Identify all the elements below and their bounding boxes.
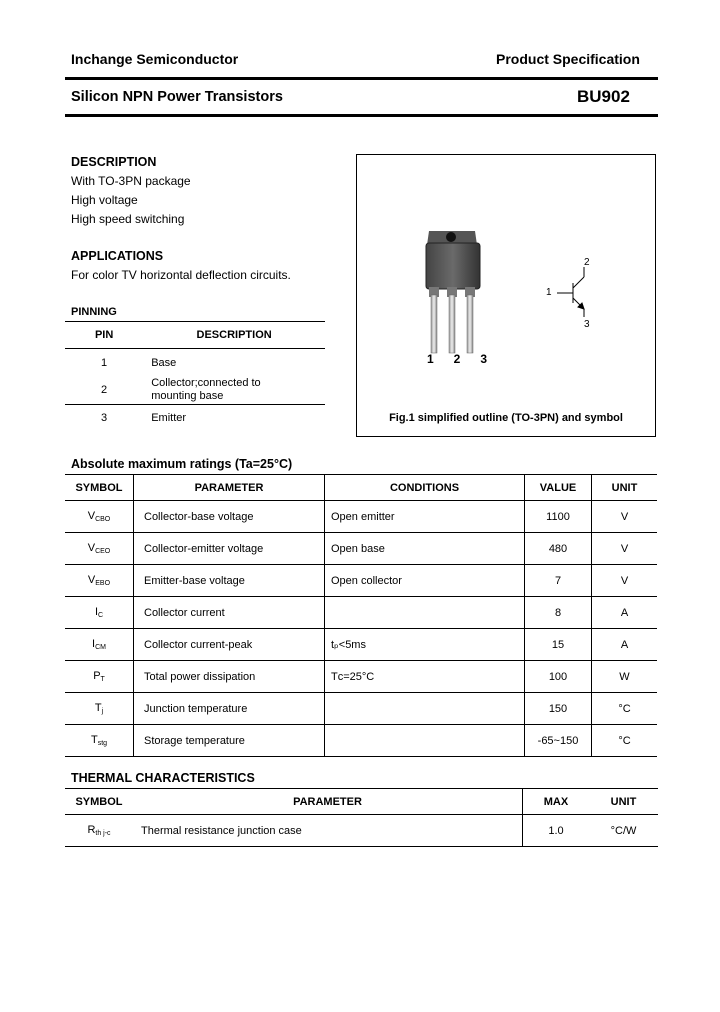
pin-header: PIN bbox=[65, 322, 143, 349]
pinning-title: PINNING bbox=[71, 306, 117, 318]
rating-unit: V bbox=[592, 501, 658, 533]
symbol-letter: I bbox=[94, 606, 98, 618]
rating-symbol bbox=[65, 661, 134, 693]
symbol-letter: V bbox=[87, 542, 96, 554]
applications-title: APPLICATIONS bbox=[71, 249, 164, 263]
rating-conditions: Open collector bbox=[325, 565, 525, 597]
table-row bbox=[65, 533, 657, 565]
symbol-base-label: 1 bbox=[546, 287, 552, 298]
rating-value: 100 bbox=[525, 661, 592, 693]
rating-unit: V bbox=[592, 533, 658, 565]
thermal-unit: °C/W bbox=[610, 824, 637, 837]
pin-number: 1 bbox=[101, 356, 108, 369]
rating-conditions bbox=[325, 597, 525, 629]
table-row bbox=[65, 661, 657, 693]
rating-value: 150 bbox=[525, 693, 592, 725]
header-rule-bottom bbox=[65, 114, 658, 117]
rating-parameter: Collector current-peak bbox=[134, 629, 325, 661]
company-name: Inchange Semiconductor bbox=[71, 51, 239, 67]
table-row bbox=[65, 405, 325, 432]
rating-unit: V bbox=[592, 565, 658, 597]
table-row bbox=[65, 377, 325, 405]
symbol-subscript: C bbox=[98, 612, 104, 619]
package-pin-label: 3 bbox=[480, 352, 487, 366]
rating-conditions: Open emitter bbox=[325, 501, 525, 533]
thermal-unit-header: UNIT bbox=[610, 795, 637, 808]
part-number: BU902 bbox=[577, 87, 630, 106]
rating-conditions: tₚ<5ms bbox=[325, 629, 525, 661]
doc-type: Product Specification bbox=[496, 51, 640, 67]
pin-description: Emitter bbox=[151, 412, 187, 425]
symbol-subscript: EBO bbox=[95, 580, 111, 587]
pin-description bbox=[143, 377, 325, 405]
rating-unit: °C bbox=[592, 725, 658, 757]
symbol-letter: R bbox=[87, 824, 96, 836]
thermal-symbol-header: SYMBOL bbox=[75, 795, 123, 808]
symbol-letter: T bbox=[90, 734, 98, 746]
description-title: DESCRIPTION bbox=[71, 155, 157, 169]
symbol-letter: I bbox=[92, 638, 96, 650]
rating-parameter: Collector-base voltage bbox=[134, 501, 325, 533]
pin-description: Base bbox=[151, 356, 177, 369]
package-pin-labels bbox=[427, 352, 487, 366]
conditions-header: CONDITIONS bbox=[325, 475, 525, 501]
rating-value: -65~150 bbox=[525, 725, 592, 757]
symbol-letter: P bbox=[93, 670, 101, 682]
pinning-table bbox=[65, 321, 325, 432]
symbol-letter: V bbox=[87, 574, 96, 586]
npn-transistor-symbol bbox=[557, 267, 584, 317]
rating-value: 480 bbox=[525, 533, 592, 565]
symbol-subscript: T bbox=[100, 676, 105, 683]
rating-symbol bbox=[65, 565, 134, 597]
table-row bbox=[65, 815, 658, 847]
table-row bbox=[65, 565, 657, 597]
value-header: VALUE bbox=[525, 475, 592, 501]
pin-description-text: Collector;connected to mounting base bbox=[151, 377, 261, 403]
symbol-subscript: CBO bbox=[95, 516, 111, 523]
header-rule-top bbox=[65, 77, 658, 80]
rating-value: 7 bbox=[525, 565, 592, 597]
symbol-header: SYMBOL bbox=[65, 475, 134, 501]
rating-parameter: Collector-emitter voltage bbox=[134, 533, 325, 565]
thermal-title: THERMAL CHARACTERISTICS bbox=[71, 771, 255, 785]
rating-symbol bbox=[65, 693, 134, 725]
symbol-collector-label: 2 bbox=[584, 257, 590, 268]
symbol-letter: V bbox=[87, 510, 96, 522]
package-outline-illustration bbox=[357, 155, 655, 436]
description-item: With TO-3PN package bbox=[71, 174, 191, 188]
rating-parameter: Junction temperature bbox=[134, 693, 325, 725]
pin-description-header: DESCRIPTION bbox=[143, 322, 325, 349]
symbol-subscript: j bbox=[101, 708, 104, 715]
table-row bbox=[65, 597, 657, 629]
abs-max-title: Absolute maximum ratings (Ta=25°C) bbox=[71, 457, 293, 471]
symbol-letter: T bbox=[94, 702, 102, 714]
rating-unit: W bbox=[592, 661, 658, 693]
rating-unit: °C bbox=[592, 693, 658, 725]
thermal-symbol bbox=[65, 815, 133, 847]
table-row bbox=[65, 629, 657, 661]
pin-number: 3 bbox=[101, 412, 108, 425]
rating-symbol bbox=[65, 533, 134, 565]
rating-conditions: Tᴄ=25°C bbox=[325, 661, 525, 693]
thermal-max-header: MAX bbox=[523, 789, 590, 815]
package-pin-label: 1 bbox=[427, 352, 434, 366]
symbol-subscript: CM bbox=[95, 644, 106, 651]
rating-symbol bbox=[65, 725, 134, 757]
rating-symbol bbox=[65, 501, 134, 533]
symbol-subscript: th j-c bbox=[95, 830, 111, 837]
thermal-max: 1.0 bbox=[523, 815, 590, 847]
pin-number: 2 bbox=[101, 384, 108, 397]
rating-unit: A bbox=[592, 629, 658, 661]
table-row bbox=[65, 693, 657, 725]
table-row bbox=[65, 349, 325, 377]
figure-caption: Fig.1 simplified outline (TO-3PN) and symbol bbox=[389, 412, 623, 424]
rating-value: 1100 bbox=[525, 501, 592, 533]
abs-max-table bbox=[65, 474, 657, 757]
rating-parameter: Collector current bbox=[134, 597, 325, 629]
rating-unit: A bbox=[592, 597, 658, 629]
unit-header: UNIT bbox=[592, 475, 658, 501]
figure-box bbox=[356, 154, 656, 437]
thermal-table bbox=[65, 788, 658, 847]
symbol-subscript: stg bbox=[97, 740, 108, 747]
rating-parameter: Storage temperature bbox=[134, 725, 325, 757]
rating-conditions: Open base bbox=[325, 533, 525, 565]
parameter-header: PARAMETER bbox=[134, 475, 325, 501]
description-item: High voltage bbox=[71, 193, 138, 207]
doc-subtitle: Silicon NPN Power Transistors bbox=[71, 89, 283, 105]
thermal-parameter-header: PARAMETER bbox=[293, 795, 362, 808]
rating-parameter: Emitter-base voltage bbox=[134, 565, 325, 597]
symbol-emitter-label: 3 bbox=[584, 319, 590, 330]
package-pin-label: 2 bbox=[453, 352, 461, 366]
rating-value: 8 bbox=[525, 597, 592, 629]
rating-value: 15 bbox=[525, 629, 592, 661]
rating-symbol bbox=[65, 597, 134, 629]
thermal-parameter: Thermal resistance junction case bbox=[141, 824, 302, 837]
rating-conditions bbox=[325, 693, 525, 725]
applications-item: For color TV horizontal deflection circuits. bbox=[71, 268, 291, 282]
symbol-subscript: CEO bbox=[95, 548, 111, 555]
table-row bbox=[65, 501, 657, 533]
rating-parameter: Total power dissipation bbox=[134, 661, 325, 693]
rating-conditions bbox=[325, 725, 525, 757]
description-item: High speed switching bbox=[71, 212, 185, 226]
rating-symbol bbox=[65, 629, 134, 661]
table-row bbox=[65, 725, 657, 757]
